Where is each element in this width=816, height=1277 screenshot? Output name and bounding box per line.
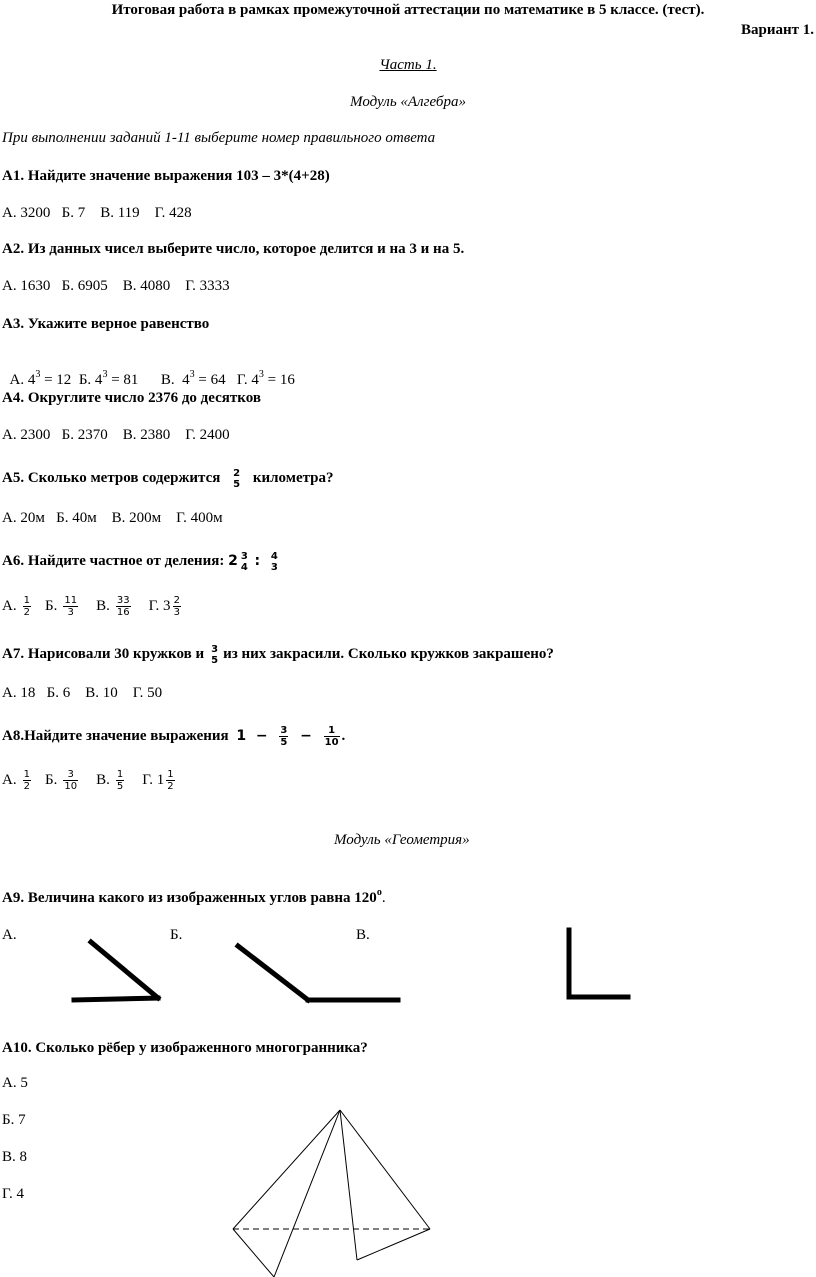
a10-option-d: Г. 4 (2, 1186, 24, 1202)
fraction: $\frac{1}{2}$ (23, 769, 30, 793)
a3-option-c: В. $4^3 = 64$ (160, 369, 237, 388)
answers-a2: А. 1630 Б. 6905 В. 4080 Г. 3333 (2, 278, 230, 294)
instruction: При выполнении заданий 1-11 выберите номер правильного ответа (2, 130, 436, 146)
a9-label-c: В. (356, 927, 370, 943)
fraction: $\frac{1}{2}$ (23, 595, 30, 619)
fraction: $\frac{33}{16}$ (116, 595, 130, 619)
answers-a1: А. 3200 Б. 7 В. 119 Г. 428 (2, 205, 192, 221)
angle-b-ray-1 (238, 946, 308, 1000)
pyramid-edge (340, 1110, 357, 1260)
question-a10: А10. Сколько рёбер у изображенного многогранника? (2, 1040, 368, 1056)
pyramid-edge (274, 1110, 340, 1277)
answers-a6: А. $\frac{1}{2}$ Б. $\frac{11}{3}$ В. $\frac{33}{16}$ Г. 3 $\frac{2}{3}$ (2, 595, 180, 619)
fraction: 3 4 (240, 550, 248, 573)
question-a6: А6. Найдите частное от деления: 2 3 4 : 4 3 (2, 550, 278, 573)
module-algebra-heading: Модуль «Алгебра» (350, 94, 466, 110)
fraction: $\frac{1}{10}$ (324, 725, 339, 749)
question-a3: А3. Укажите верное равенство (2, 316, 210, 332)
a10-option-b: Б. 7 (2, 1112, 26, 1128)
fraction: $\frac{3}{5}$ (280, 725, 288, 749)
variant-label: Вариант 1. (740, 22, 814, 38)
a10-option-a: А. 5 (2, 1075, 28, 1091)
a9-label-b: Б. (170, 927, 183, 943)
fraction: $\frac{2}{3}$ (173, 595, 180, 619)
answers-a4: А. 2300 Б. 2370 В. 2380 Г. 2400 (2, 427, 230, 443)
angle-a-ray-2 (74, 998, 158, 1000)
angle-a-ray-1 (91, 942, 158, 998)
a9-label-a: А. (2, 927, 17, 943)
answers-a7: А. 18 Б. 6 В. 10 Г. 50 (2, 685, 163, 701)
part-heading: Часть 1. (379, 57, 437, 73)
a3-option-b: Б. $4^3 = 81$ (78, 369, 161, 388)
a3-option-d: Г. $4^3 = 16$ (236, 369, 295, 388)
module-geometry-heading: Модуль «Геометрия» (334, 832, 470, 848)
page-title: Итоговая работа в рамках промежуточной аттестации по математике в 5 классе. (тест). (111, 2, 705, 18)
fraction: $\frac{3}{10}$ (64, 769, 78, 793)
question-a5: А5. Сколько метров содержится 2 5 километра? (2, 467, 334, 490)
fraction: $\frac{11}{3}$ (64, 595, 78, 619)
question-a4: А4. Округлите число 2376 до десятков (2, 390, 261, 406)
fraction: 2 5 (233, 467, 241, 490)
question-a9: А9. Величина какого из изображенных углов равна $120^о$. (2, 887, 386, 906)
fraction: 4 3 (270, 550, 278, 573)
a10-option-c: В. 8 (2, 1149, 28, 1165)
pyramid-edge (357, 1229, 430, 1260)
pyramid-edge (233, 1229, 274, 1277)
fraction: 3 5 (211, 643, 219, 666)
answers-a8: А. $\frac{1}{2}$ Б. $\frac{3}{10}$ В. $\frac{1}{5}$ Г. 1 $\frac{1}{2}$ (2, 769, 174, 793)
pyramid-edge (340, 1110, 430, 1229)
pyramid-edge (233, 1110, 340, 1229)
a3-option-a: А. $4^3 = 12$ (9, 369, 79, 388)
question-a2: А2. Из данных чисел выберите число, которое делится и на 3 и на 5. (2, 241, 465, 257)
pyramid-figure (233, 1110, 430, 1277)
question-a7: А7. Нарисовали 30 кружков и 3 5 из них закрасили. Сколько кружков закрашено? (2, 643, 554, 666)
answers-a5: А. 20м Б. 40м В. 200м Г. 400м (2, 510, 223, 526)
question-a8: А8.Найдите значение выражения 1 − $\frac{3}{5}$ − $\frac{1}{10}$ . (2, 725, 346, 749)
question-a1: А1. Найдите значение выражения 103 – 3*(4+28) (2, 168, 330, 184)
fraction: $\frac{1}{2}$ (167, 769, 174, 793)
fraction: $\frac{1}{5}$ (116, 769, 124, 793)
